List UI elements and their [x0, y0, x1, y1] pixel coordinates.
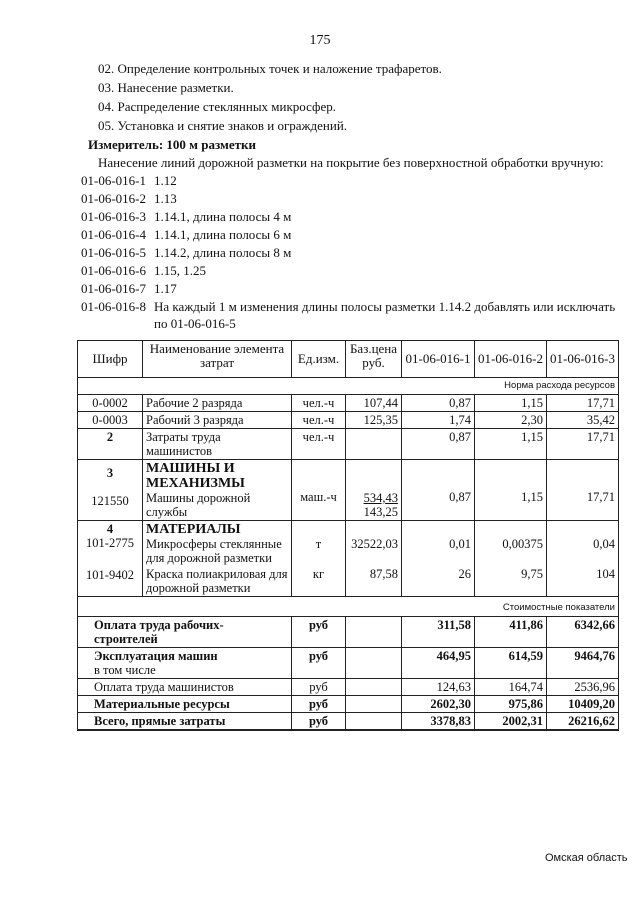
header-price-line1: Баз.цена [349, 341, 398, 356]
row-v3: 17,71 [547, 429, 619, 460]
row-v1: 0,87 [402, 460, 475, 521]
item-code: 01-06-016-3 [81, 209, 146, 224]
row-code: 0-0002 [78, 395, 143, 412]
cost-name [78, 617, 292, 648]
cost-row [78, 713, 619, 731]
row-v2: 1,15 [475, 429, 547, 460]
norm-label-row [78, 378, 619, 395]
cost-v1: 2602,30 [402, 696, 475, 713]
cost-label: Стоимостные показатели [78, 597, 619, 617]
row-name: Рабочий 3 разряда [143, 412, 292, 429]
item-code: 01-06-016-1 [81, 173, 146, 188]
row-name [143, 566, 292, 597]
row-v1: 0,87 [402, 395, 475, 412]
table-row [78, 566, 619, 597]
cost-price [346, 648, 402, 679]
row-v1: 26 [402, 566, 475, 597]
cost-name: Оплата труда машинистов [78, 679, 292, 696]
cost-v1: 464,95 [402, 648, 475, 679]
header-col2: 01-06-016-2 [475, 341, 547, 378]
operation-item: 05. Установка и снятие знаков и ограждений. [98, 118, 348, 133]
cost-row [78, 648, 619, 679]
section-title-line1: МАШИНЫ И [146, 461, 235, 476]
row-name-line1: Затраты труда [146, 430, 221, 444]
row-unit: т [292, 521, 346, 567]
cost-name: Материальные ресурсы [78, 696, 292, 713]
row-v2: 9,75 [475, 566, 547, 597]
row-name [143, 429, 292, 460]
row-v1: 0,87 [402, 429, 475, 460]
cost-row [78, 696, 619, 713]
row-price [346, 460, 402, 521]
row-code: 0-0003 [78, 412, 143, 429]
item-code: 01-06-016-8 [81, 299, 146, 314]
table-row [78, 521, 619, 567]
cost-unit: руб [292, 648, 346, 679]
cost-v2: 164,74 [475, 679, 547, 696]
cost-name [78, 648, 292, 679]
row-name-line1: Микросферы стеклянные [146, 537, 282, 551]
section-title-line2: МЕХАНИЗМЫ [146, 476, 245, 491]
page-footer: Омская область [545, 852, 628, 864]
row-price: 107,44 [346, 395, 402, 412]
row-code [78, 460, 143, 521]
cost-price [346, 696, 402, 713]
header-col3: 01-06-016-3 [547, 341, 619, 378]
item-text: 1.13 [154, 191, 177, 206]
row-v1: 1,74 [402, 412, 475, 429]
cost-price [346, 679, 402, 696]
row-unit: кг [292, 566, 346, 597]
table-row [78, 395, 619, 412]
item-code: 01-06-016-2 [81, 191, 146, 206]
row-v3: 17,71 [547, 395, 619, 412]
price-line1: 534,43 [363, 491, 398, 505]
row-v1: 0,01 [402, 521, 475, 567]
section-code: 4 [106, 522, 114, 536]
item-code: 121550 [91, 494, 129, 508]
header-name-line1: Наименование элемента [149, 341, 285, 356]
row-name-line2: дорожной разметки [146, 581, 251, 595]
cost-price [346, 617, 402, 648]
row-code: 101-9402 [78, 566, 143, 597]
operation-item: 04. Распределение стеклянных микросфер. [98, 99, 336, 114]
row-name [143, 521, 292, 567]
header-price-line2: руб. [362, 355, 385, 370]
operation-item: 02. Определение контрольных точек и наложение трафаретов. [98, 61, 442, 76]
cost-v2: 411,86 [475, 617, 547, 648]
cost-unit: руб [292, 713, 346, 731]
cost-label-row [78, 597, 619, 617]
section-intro: Нанесение линий дорожной разметки на покрытие без поверхностной обработки вручную: [98, 155, 604, 170]
price-line2: 143,25 [363, 505, 398, 519]
row-v2: 2,30 [475, 412, 547, 429]
item-text: 1.14.1, длина полосы 4 м [154, 209, 292, 224]
item-code: 01-06-016-5 [81, 245, 146, 260]
item-text: На каждый 1 м изменения длины полосы разметки 1.14.2 добавлять или исключать [154, 299, 616, 314]
row-name: Рабочие 2 разряда [143, 395, 292, 412]
row-v3: 17,71 [547, 460, 619, 521]
row-v3: 0,04 [547, 521, 619, 567]
cost-unit: руб [292, 617, 346, 648]
row-v3: 35,42 [547, 412, 619, 429]
header-col1: 01-06-016-1 [402, 341, 475, 378]
cost-row [78, 679, 619, 696]
cost-v1: 3378,83 [402, 713, 475, 731]
row-name-line2: службы [146, 505, 188, 519]
cost-unit: руб [292, 679, 346, 696]
item-code: 01-06-016-4 [81, 227, 146, 242]
item-text: 1.17 [154, 281, 177, 296]
cost-name: Всего, прямые затраты [78, 713, 292, 731]
cost-row [78, 617, 619, 648]
cost-v3: 9464,76 [547, 648, 619, 679]
table-header-row [78, 341, 619, 378]
header-unit: Ед.изм. [292, 341, 346, 378]
cost-v3: 6342,66 [547, 617, 619, 648]
cost-name-line1: Оплата труда рабочих- [94, 618, 224, 632]
row-v2: 0,00375 [475, 521, 547, 567]
row-unit: маш.-ч [292, 460, 346, 521]
row-v2: 1,15 [475, 460, 547, 521]
row-code: 2 [78, 429, 143, 460]
row-unit: чел.-ч [292, 395, 346, 412]
table-row [78, 412, 619, 429]
cost-v3: 2536,96 [547, 679, 619, 696]
cost-v3: 10409,20 [547, 696, 619, 713]
item-text: 1.15, 1.25 [154, 263, 206, 278]
row-name-line1: Машины дорожной [146, 491, 251, 505]
section-title: МАТЕРИАЛЫ [146, 522, 241, 537]
cost-name-line2: строителей [94, 632, 158, 646]
item-text: 1.14.1, длина полосы 6 м [154, 227, 292, 242]
norm-label: Норма расхода ресурсов [78, 378, 619, 395]
cost-price [346, 713, 402, 731]
cost-v2: 975,86 [475, 696, 547, 713]
row-name-line2: для дорожной разметки [146, 551, 272, 565]
row-unit: чел.-ч [292, 412, 346, 429]
row-price: 32522,03 [346, 521, 402, 567]
row-price: 87,58 [346, 566, 402, 597]
row-name-line2: машинистов [146, 444, 213, 458]
row-name-line1: Краска полиакриловая для [146, 567, 288, 581]
table-row [78, 429, 619, 460]
header-cipher: Шифр [78, 341, 143, 378]
row-code [78, 521, 143, 567]
cost-v2: 614,59 [475, 648, 547, 679]
row-name [143, 460, 292, 521]
item-text-continued: по 01-06-016-5 [154, 316, 236, 331]
section-code: 3 [106, 466, 114, 480]
item-text: 1.12 [154, 173, 177, 188]
resource-table [77, 340, 619, 731]
row-unit: чел.-ч [292, 429, 346, 460]
row-v3: 104 [547, 566, 619, 597]
cost-name-line2: в том числе [94, 663, 156, 677]
cost-name-line1: Эксплуатация машин [94, 649, 218, 663]
cost-v1: 311,58 [402, 617, 475, 648]
header-price [346, 341, 402, 378]
table-row [78, 460, 619, 521]
cost-v2: 2002,31 [475, 713, 547, 731]
cost-v3: 26216,62 [547, 713, 619, 731]
cost-unit: руб [292, 696, 346, 713]
item-code: 01-06-016-7 [81, 281, 146, 296]
operation-item: 03. Нанесение разметки. [98, 80, 234, 95]
item-code: 101-2775 [86, 536, 134, 550]
page-number: 175 [309, 33, 331, 48]
header-name [143, 341, 292, 378]
row-price: 125,35 [346, 412, 402, 429]
row-v2: 1,15 [475, 395, 547, 412]
row-price [346, 429, 402, 460]
measure-unit: Измеритель: 100 м разметки [88, 137, 257, 152]
item-text: 1.14.2, длина полосы 8 м [154, 245, 292, 260]
item-code: 01-06-016-6 [81, 263, 146, 278]
header-name-line2: затрат [199, 355, 235, 370]
cost-v1: 124,63 [402, 679, 475, 696]
